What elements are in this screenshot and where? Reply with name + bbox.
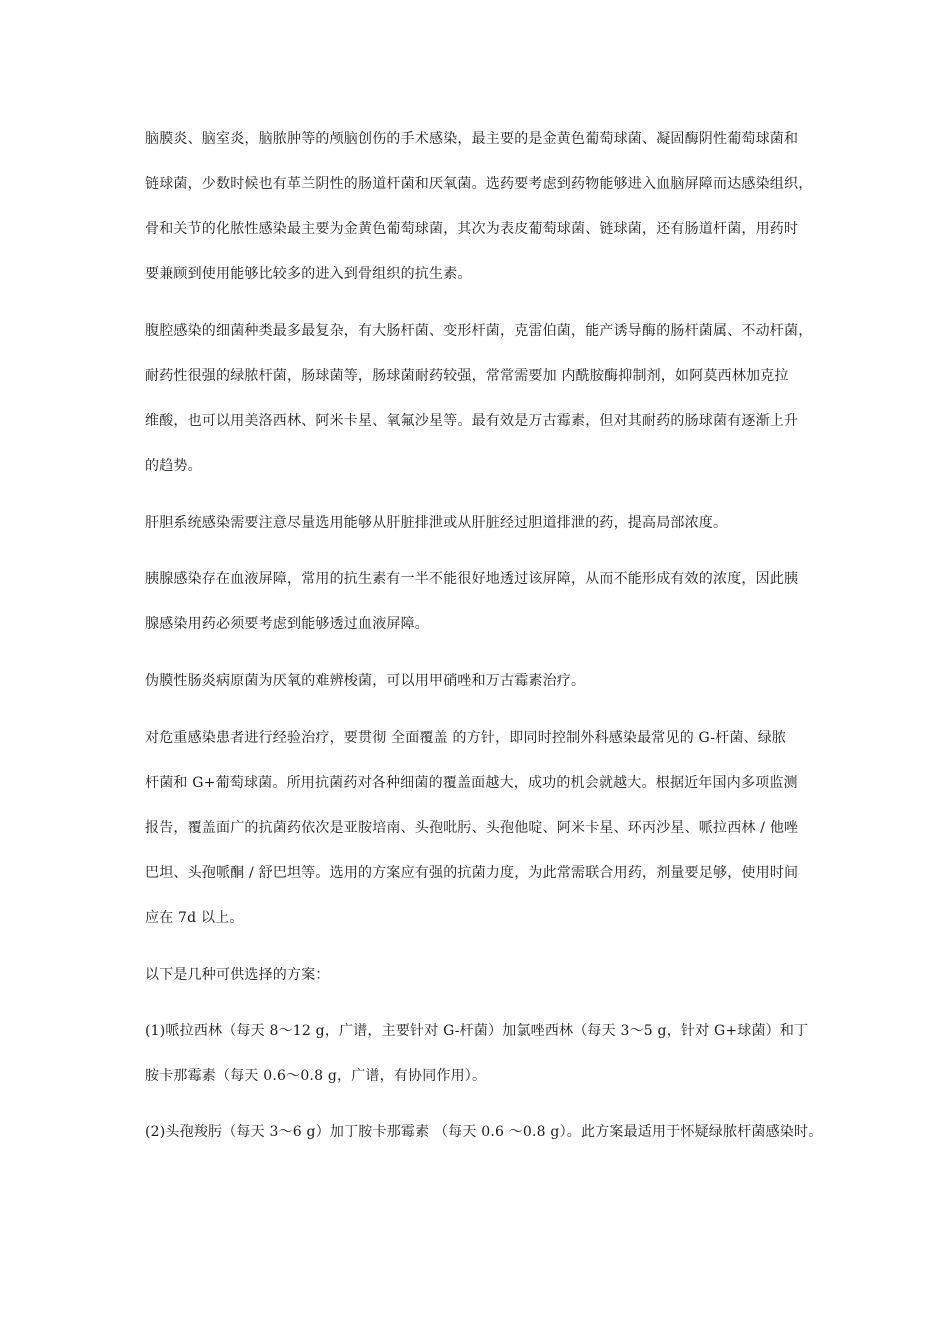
text-line: 链球菌，少数时候也有革兰阴性的肠道杆菌和厌氧菌。选药要考虑到药物能够进入血脑屏障而达感染组织， (145, 176, 813, 192)
text-line: 脑膜炎、脑室炎，脑脓肿等的颅脑创伤的手术感染，最主要的是金黄色葡萄球菌、凝固酶阴性葡萄球菌和 (145, 131, 799, 147)
text-line: 要兼顾到使用能够比较多的进入到骨组织的抗生素。 (145, 266, 472, 282)
text-line: 维酸，也可以用美洛西林、阿米卡星、氧氟沙星等。最有效是万古霉素，但对其耐药的肠球菌有逐渐上升 (145, 413, 799, 429)
text-line: 伪膜性肠炎病原菌为厌氧的难辨梭菌，可以用甲硝唑和万古霉素治疗。 (145, 673, 586, 689)
text-line: 应在 7d 以上。 (145, 910, 244, 926)
text-line: (2)头孢羧肟（每天 3～6 g）加丁胺卡那霉素 （每天 0.6 ～0.8 g）。此方案最适用于怀疑绿脓杆菌感染时。 (145, 1124, 823, 1140)
text-line: 胺卡那霉素（每天 0.6～0.8 g，广谱，有协同作用）。 (145, 1068, 487, 1084)
text-line: 以下是几种可供选择的方案： (145, 967, 330, 983)
text-line: 耐药性很强的绿脓杆菌，肠球菌等，肠球菌耐药较强，常常需要加 内酰胺酶抑制剂，如阿莫西林加克拉 (145, 368, 789, 384)
text-line: (1)哌拉西林（每天 8～12 g，广谱，主要针对 G-杆菌）加氯唑西林（每天 3～5 g，针对 G+球菌）和丁 (145, 1023, 809, 1039)
text-line: 腹腔感染的细菌种类最多最复杂，有大肠杆菌、变形杆菌，克雷伯菌，能产诱导酶的肠杆菌属、不动杆菌， (145, 323, 813, 339)
text-line: 胰腺感染存在血液屏障，常用的抗生素有一半不能很好地透过该屏障，从而不能形成有效的浓度，因此胰 (145, 571, 799, 587)
text-line: 巴坦、头孢哌酮 / 舒巴坦等。选用的方案应有强的抗菌力度，为此常需联合用药，剂量要足够，使用时间 (145, 865, 799, 881)
text-line: 腺感染用药必须要考虑到能够透过血液屏障。 (145, 616, 429, 632)
text-line: 杆菌和 G+葡萄球菌。所用抗菌药对各种细菌的覆盖面越大，成功的机会就越大。根据近年国内多项监测 (145, 775, 798, 791)
text-line: 报告，覆盖面广的抗菌药依次是亚胺培南、头孢吡肟、头孢他啶、阿米卡星、环丙沙星、哌拉西林 / 他唑 (145, 820, 799, 836)
text-line: 对危重感染患者进行经验治疗，要贯彻 全面覆盖 的方针，即同时控制外科感染最常见的 G-杆菌、绿脓 (145, 730, 787, 746)
text-line: 的趋势。 (145, 458, 202, 474)
text-line: 骨和关节的化脓性感染最主要为金黄色葡萄球菌，其次为表皮葡萄球菌、链球菌，还有肠道杆菌，用药时 (145, 221, 799, 237)
text-line: 肝胆系统感染需要注意尽量选用能够从肝脏排泄或从肝脏经过胆道排泄的药，提高局部浓度。 (145, 515, 728, 531)
